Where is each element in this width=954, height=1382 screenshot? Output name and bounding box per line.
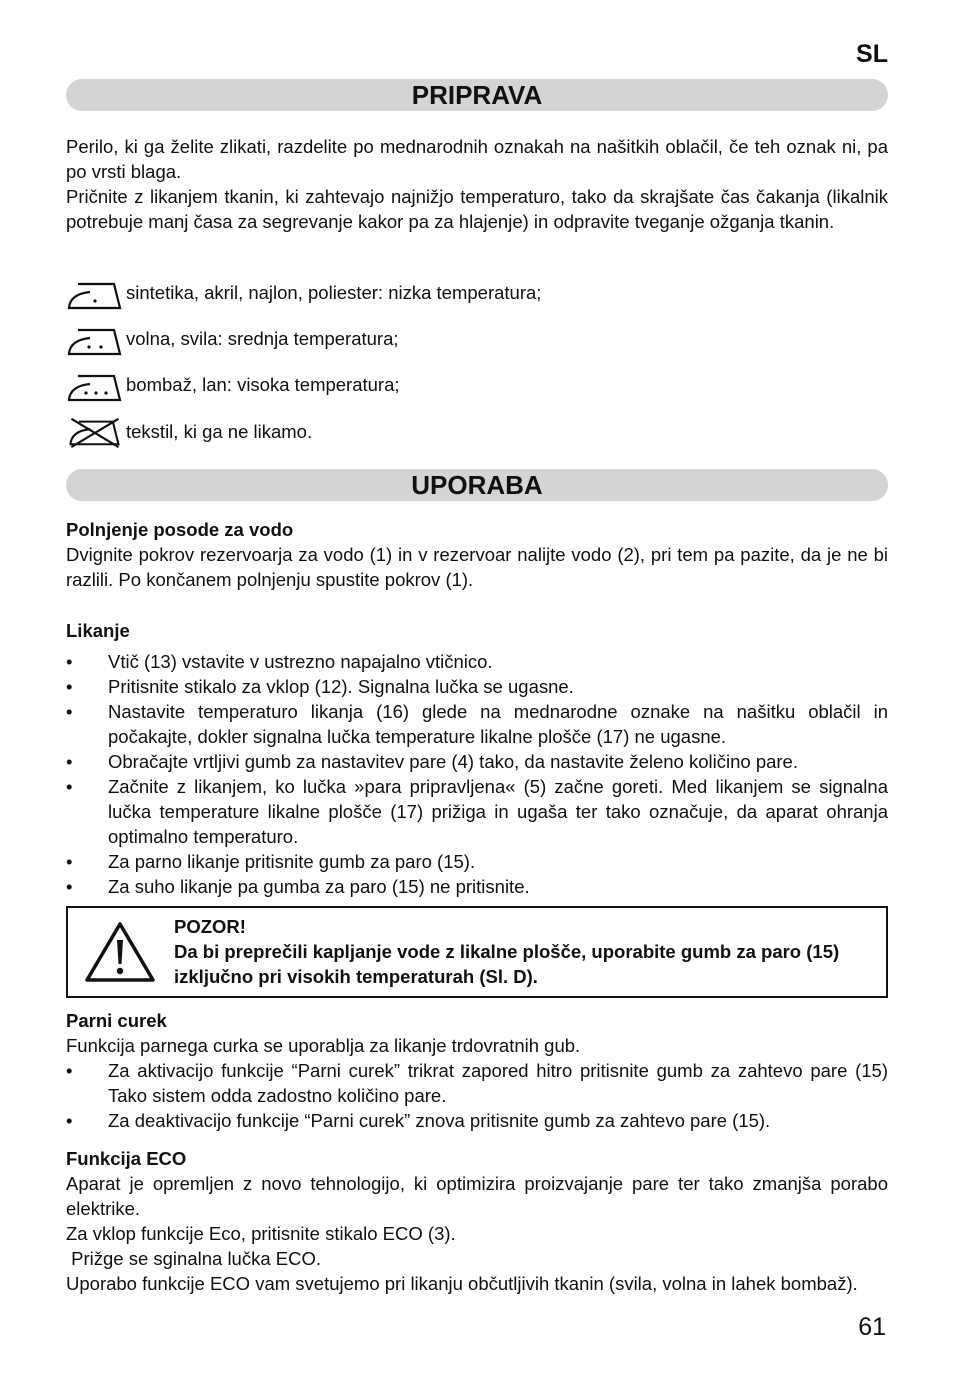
iron-one-dot-icon	[66, 280, 122, 312]
list-item: • Za suho likanje pa gumba za paro (15) ne pritisnite.	[66, 876, 530, 897]
symbol-label: volna, svila: srednja temperatura;	[126, 328, 399, 349]
eco-text-2: Za vklop funkcije Eco, pritisnite stikalo ECO (3).	[66, 1223, 456, 1244]
subheading-parni-curek: Parni curek	[66, 1010, 167, 1031]
list-item: • Za deaktivacijo funkcije “Parni curek” znova pritisnite gumb za zahtevo pare (15).	[66, 1110, 771, 1131]
warning-triangle-icon	[84, 920, 156, 984]
parni-curek-intro: Funkcija parnega curka se uporablja za likanje trdovratnih gub.	[66, 1035, 581, 1056]
symbol-label: tekstil, ki ga ne likamo.	[126, 421, 313, 442]
iron-two-dots-icon	[66, 326, 122, 358]
parni-curek-list	[66, 1058, 888, 1133]
priprava-paragraph-1: Perilo, ki ga želite zlikati, razdelite po mednarodnih oznakah na našitkih oblačil, če teh oznak ni, pa po vrsti blaga.	[66, 136, 888, 182]
list-item: • Vtič (13) vstavite v ustrezno napajalno vtičnico.	[66, 651, 493, 672]
list-item: • Za parno likanje pritisnite gumb za paro (15).	[66, 851, 476, 872]
eco-text-4: Uporabo funkcije ECO vam svetujemo pri likanju občutljivih tkanin (svila, volna in lahek bombaž).	[66, 1273, 858, 1294]
list-item: • Obračajte vrtljivi gumb za nastavitev pare (4) tako, da nastavite želeno količino pare.	[66, 751, 798, 772]
subheading-likanje: Likanje	[66, 620, 130, 641]
subheading-polnjenje: Polnjenje posode za vodo	[66, 519, 294, 540]
eco-text-3: Prižge se sginalna lučka ECO.	[66, 1248, 322, 1269]
language-code: SL	[856, 40, 888, 68]
warning-title: POZOR!	[174, 916, 246, 937]
list-item: • Začnite z likanjem, ko lučka »para pripravljena« (5) začne goreti. Med likanjem se signalna lučka temperature likalne plošče (17) prižiga in ugaša ter tako označuje, da aparat ohranja optimalno temperaturo.	[66, 776, 888, 847]
warning-box	[66, 906, 888, 998]
iron-crossed-icon	[66, 416, 122, 448]
section-header-uporaba: UPORABA	[66, 469, 888, 501]
page-number: 61	[858, 1313, 886, 1341]
likanje-list	[66, 649, 888, 899]
warning-text: Da bi preprečili kapljanje vode z likalne plošče, uporabite gumb za paro (15) izključno pri visokih temperaturah (Sl. D).	[174, 941, 840, 987]
eco-text-1: Aparat je opremljen z novo tehnologijo, ki optimizira proizvajanje pare ter tako zmanjša porabo elektrike.	[66, 1173, 888, 1219]
symbol-label: bombaž, lan: visoka temperatura;	[126, 374, 400, 395]
priprava-paragraph-2: Pričnite z likanjem tkanin, ki zahtevajo najnižjo temperaturo, tako da skrajšate čas čakanja (likalnik potrebuje manj časa za segrevanje kakor pa za hlajenje) in odpravite tveganje ožganja tkanin.	[66, 186, 888, 232]
polnjenje-text: Dvignite pokrov rezervoarja za vodo (1) in v rezervoar nalijte vodo (2), pri tem pa pazite, da je ne bi razlili. Po končanem polnjenju spustite pokrov (1).	[66, 544, 888, 590]
section-header-priprava: PRIPRAVA	[66, 79, 888, 111]
list-item: • Za aktivacijo funkcije “Parni curek” trikrat zapored hitro pritisnite gumb za zahtevo pare (15) Tako sistem odda zadostno količino pare.	[66, 1060, 888, 1106]
iron-three-dots-icon	[66, 372, 122, 404]
subheading-eco: Funkcija ECO	[66, 1148, 187, 1169]
list-item: • Nastavite temperaturo likanja (16) glede na mednarodne oznake na našitku oblačil in počakajte, dokler signalna lučka temperature likalne plošče (17) ne ugasne.	[66, 701, 888, 747]
symbol-label: sintetika, akril, najlon, poliester: nizka temperatura;	[126, 282, 542, 303]
list-item: • Pritisnite stikalo za vklop (12). Signalna lučka se ugasne.	[66, 676, 574, 697]
